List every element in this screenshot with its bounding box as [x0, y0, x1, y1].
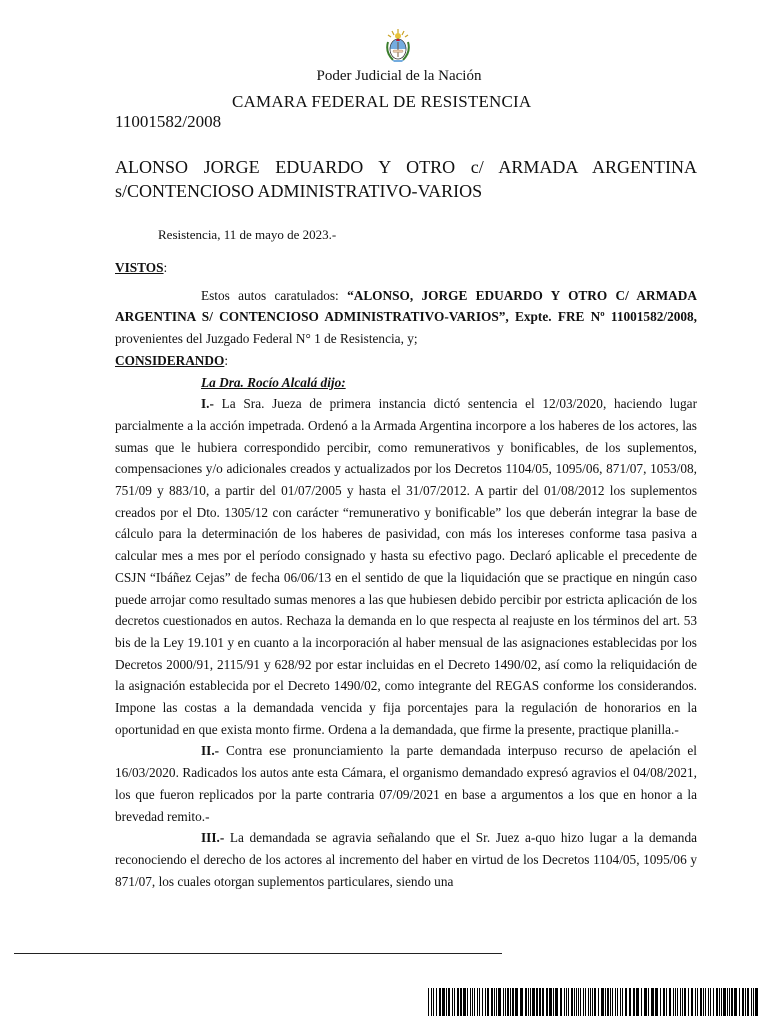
- date-line: Resistencia, 11 de mayo de 2023.-: [158, 227, 337, 242]
- vistos-label: VISTOS: [115, 260, 164, 275]
- paragraph-number: II.-: [201, 743, 220, 759]
- paragraph-3: [115, 827, 697, 892]
- judge-line: La Dra. Rocío Alcalá dijo:: [201, 374, 346, 390]
- vistos-rest: provenientes del Juzgado Federal N° 1 de Resistencia, y;: [115, 331, 418, 347]
- vistos-heading: [115, 257, 697, 279]
- court-name: Poder Judicial de la Nación: [316, 68, 482, 84]
- considerando-colon: :: [224, 352, 229, 368]
- vistos-intro: Estos autos caratulados:: [201, 287, 348, 303]
- barcode-icon: [428, 988, 760, 1016]
- paragraph-2: [115, 740, 697, 827]
- paragraph-number: I.-: [201, 396, 214, 412]
- vistos-colon: :: [163, 260, 168, 275]
- paragraph-text: La demandada se agravia señalando que el Sr. Juez a-quo hizo lugar a la demanda reconociendo el derecho de los actores al incremento del haber en virtud de los Decretos 1104/05, 1095/06 y 871/07, los cuales otorgan suplementos particulares, siendo una: [115, 830, 697, 889]
- case-caption: ALONSO JORGE EDUARDO Y OTRO c/ ARMADA ARGENTINA s/CONTENCIOSO ADMINISTRATIVO-VARIOS: [115, 157, 697, 201]
- chamber-name: CAMARA FEDERAL DE RESISTENCIA: [232, 92, 532, 111]
- footer-rule: [14, 953, 502, 954]
- paragraph-text: Contra ese pronunciamiento la parte demandada interpuso recurso de apelación el 16/03/2020. Radicados los autos ante esta Cámara, el organismo demandado expresó agravios el 04/08/2021, los que fueron replicados por la parte contraria 07/09/2021 en base a argumentos a los que en honor a la brevedad remito.-: [115, 743, 697, 824]
- case-title: “ALONSO, JORGE EDUARDO Y OTRO C/ ARMADA ARGENTINA S/ CONTENCIOSO ADMINISTRATIVO-VARIOS”, Expte. FRE Nº 11001582/2008,: [115, 287, 697, 325]
- vistos-paragraph: [115, 285, 697, 350]
- paragraph-number: III.-: [201, 830, 225, 846]
- paragraph-text: La Sra. Jueza de primera instancia dictó sentencia el 12/03/2020, haciendo lugar parcialmente a la acción impetrada. Ordenó a la Armada Argentina incorpore a los haberes de los actores, las sumas que le hubiera correspondido percibir, como remunerativos y bonificables, de los suplementos, compensaciones y/o adicionales creados y actualizados por los Decretos 1104/05, 1095/06, 871/07, 1053/08, 751/09 y 883/10, a partir del 01/07/2005 y hasta el 31/07/2012. A partir del 01/08/2012 los suplementos creados por el Dto. 1305/12 con carácter “remunerativo y bonificable” los que deberán integrar la base de cálculo para la determinación de los haberes de pasividad, con más los intereses conforme tasa pasiva a calcular mes a mes por el período consignado y hasta su efectivo pago. Declaró aplicable el precedente de CSJN “Ibáñez Cejas” de fecha 06/06/13 en el sentido de que la liquidación que se practique en ningún caso puede arrojar como resultado sumas menores a las que hubiesen debido percibir por estricta aplicación de los decretos cuestionados en autos. Rechaza la demanda en lo que respecta al reajuste en los términos del art. 53 bis de la Ley 19.101 y en cuanto a la incorporación al haber mensual de las asignaciones establecidas por los Decretos 2000/91, 2115/91 y 628/92 por estar incluidas en el Decreto 1490/02, así como la reliquidación de la asignación establecida por el Decreto 1490/02, como integrante del REGAS conforme los considerandos. Impone las costas a la demandada vencida y fija porcentajes para la regulación de honorarios en la oportunidad en que exista monto firme. Ordena a la demandada, que firme la presente, practique planilla.-: [115, 396, 697, 737]
- case-number: 11001582/2008: [115, 112, 222, 131]
- considerando-label: CONSIDERANDO: [115, 352, 225, 368]
- paragraph-1: [115, 393, 697, 740]
- considerando-heading: [115, 350, 697, 372]
- resolution-body: [115, 257, 697, 892]
- argentine-coat-of-arms-icon: [384, 28, 412, 64]
